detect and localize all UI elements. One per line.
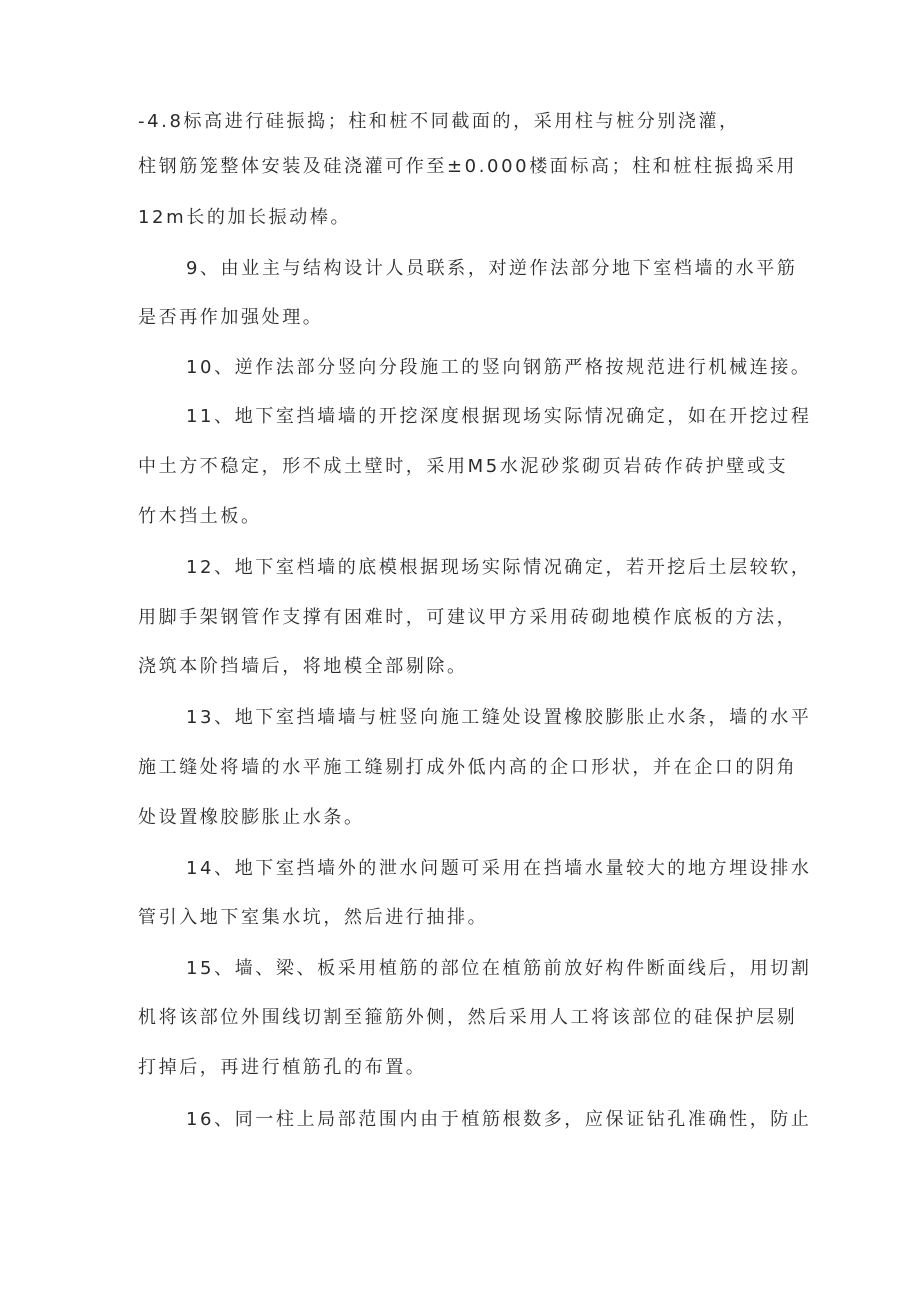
paragraph-14-line: 14、地下室挡墙外的泄水问题可采用在挡墙水量较大的地方埋设排水 xyxy=(186,858,812,879)
text-line: 管引入地下室集水坑，然后进行抽排。 xyxy=(138,907,489,928)
paragraph-13-line: 13、地下室挡墙墙与桩竖向施工缝处设置橡胶膨胀止水条，墙的水平 xyxy=(186,707,812,728)
paragraph-11-line: 11、地下室挡墙墙的开挖深度根据现场实际情况确定，如在开挖过程 xyxy=(186,406,812,427)
text-line: 是否再作加强处理。 xyxy=(138,307,324,328)
paragraph-16-line: 16、同一柱上局部范围内由于植筋根数多，应保证钻孔准确性，防止 xyxy=(186,1109,812,1130)
text-line: 柱钢筋笼整体安装及硅浇灌可作至±0.000楼面标高；柱和桩柱振捣采用 xyxy=(138,156,798,177)
paragraph-9-line: 9、由业主与结构设计人员联系，对逆作法部分地下室档墙的水平筋 xyxy=(186,258,798,279)
text-line: 浇筑本阶挡墙后，将地模全部剔除。 xyxy=(138,656,468,677)
paragraph-15-line: 15、墙、梁、板采用植筋的部位在植筋前放好构件断面线后，用切割 xyxy=(186,958,812,979)
text-line: 施工缝处将墙的水平施工缝剔打成外低内高的企口形状，并在企口的阴角 xyxy=(138,757,798,778)
paragraph-10-line: 10、逆作法部分竖向分段施工的竖向钢筋严格按规范进行机械连接。 xyxy=(186,357,812,378)
text-line: 12m长的加长振动棒。 xyxy=(138,207,352,228)
text-line: 中土方不稳定，形不成土壁时，采用M5水泥砂浆砌页岩砖作砖护壁或支 xyxy=(138,456,789,477)
text-line: 用脚手架钢管作支撑有困难时，可建议甲方采用砖砌地模作底板的方法， xyxy=(138,607,798,628)
text-line: 竹木挡土板。 xyxy=(138,506,262,527)
text-line: 打掉后，再进行植筋孔的布置。 xyxy=(138,1057,427,1078)
text-line: -4.8标高进行硅振捣；柱和桩不同截面的，采用柱与桩分别浇灌， xyxy=(138,111,740,132)
text-line: 处设置橡胶膨胀止水条。 xyxy=(138,807,365,828)
paragraph-12-line: 12、地下室档墙的底模根据现场实际情况确定，若开挖后土层较软， xyxy=(186,557,812,578)
text-line: 机将该部位外围线切割至箍筋外侧，然后采用人工将该部位的硅保护层剔 xyxy=(138,1007,798,1028)
